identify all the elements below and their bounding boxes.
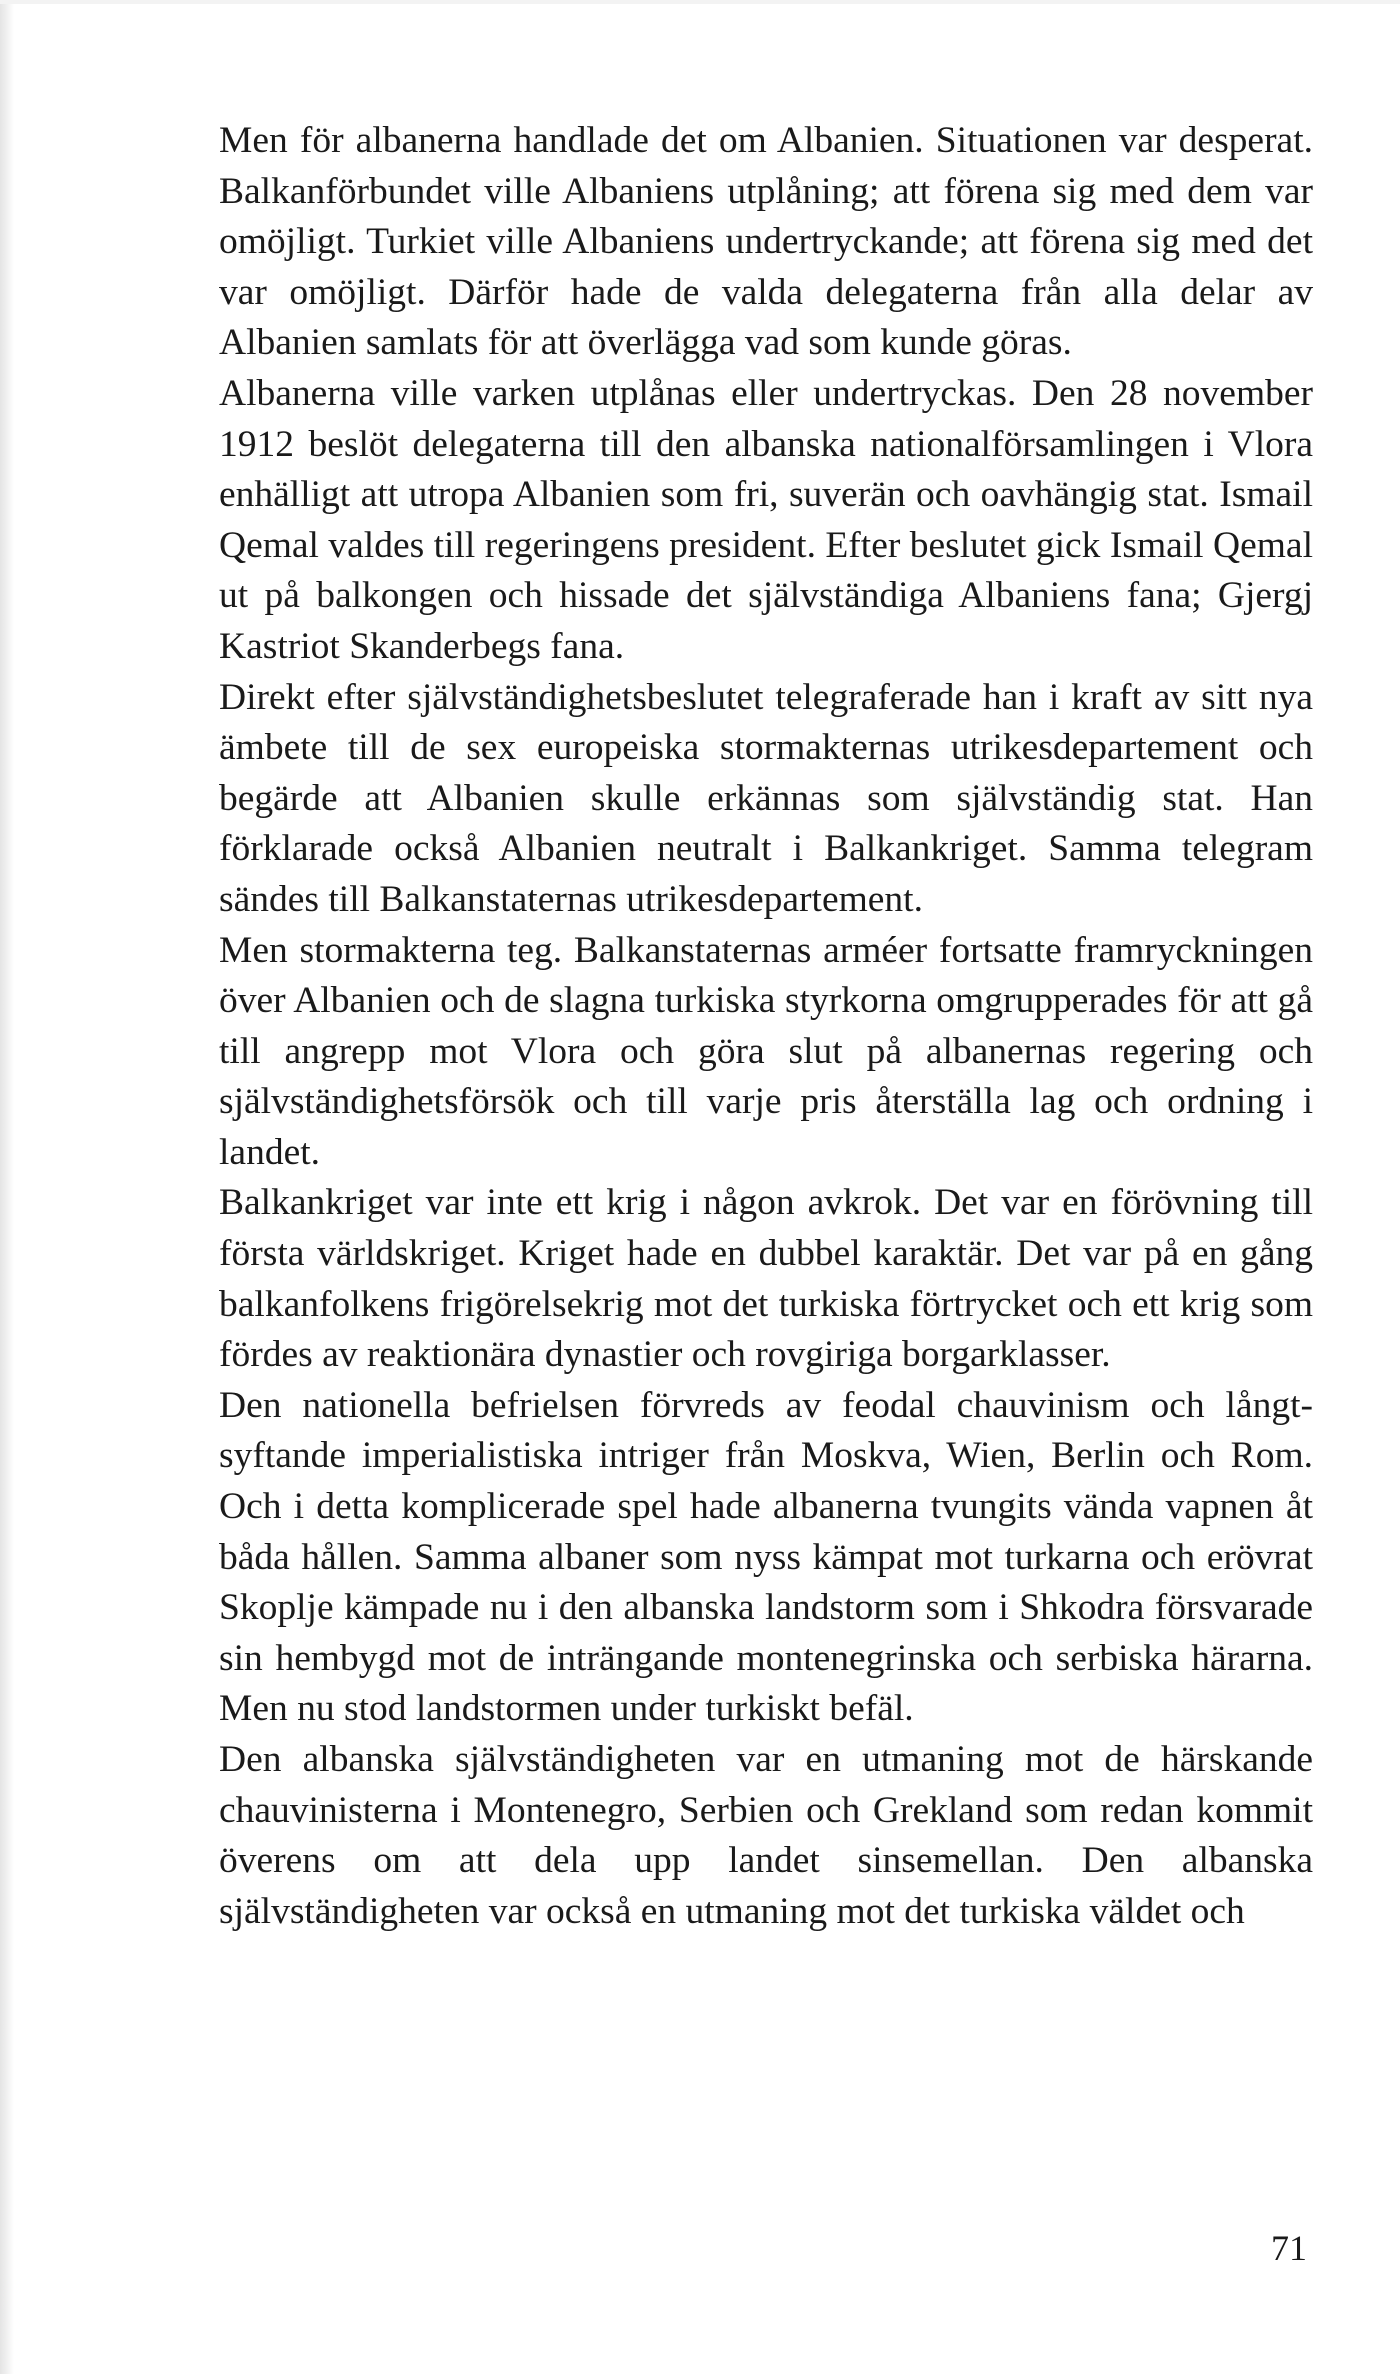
page-edge-shadow [0, 0, 14, 2374]
body-text [219, 116, 1313, 1937]
paragraph: Balkankriget var inte ett krig i någon avkrok. Det var en förövning till första världskriget. Kriget hade en dubbel karaktär. Det var på en gång balkanfolkens frigörelsekrig mot det turkiska förtrycket och ett krig som fördes av reaktionära dynastier och rovgiriga borgarklasser. [219, 1182, 1313, 1376]
page-number: 71 [1271, 2228, 1307, 2268]
paragraph: Den albanska självständigheten var en utmaning mot de härskande chauvinisterna i Montenegro, Serbien och Grekland som redan kommit överens om att dela upp landet sinsemellan. Den albanska självständigheten var också en utmaning mot det turkiska väldet och [219, 1739, 1313, 1932]
paragraph: Direkt efter självständighetsbeslutet telegraferade han i kraft av sitt nya ämbete till de sex europeiska stormakternas utrikesdepartement och begärde att Albanien skulle erkännas som självständig stat. Han förklarade också Albanien neutralt i Balkankriget. Samma telegram sändes till Balkanstaternas utrikesdepartement. [219, 676, 1313, 920]
paragraph: Albanerna ville varken utplånas eller undertryckas. Den 28 november 1912 beslöt delegaterna till den albanska nationalförsamlingen i Vlora enhälligt att utropa Albanien som fri, suverän och oavhängig stat. Ismail Qemal valdes till regeringens president. Efter beslutet gick Ismail Qemal ut på balkongen och hissade det självständiga Albaniens fana; Gjergj Kastriot Skanderbegs fana. [219, 372, 1313, 667]
paragraph: Men för albanerna handlade det om Albanien. Situationen var desperat. Balkanförbundet ville Albaniens utplåning; att förena sig med dem var omöjligt. Turkiet ville Albaniens undertryckande; att förena sig med det var omöjligt. Därför hade de valda delegaterna från alla delar av Albanien samlats för att överlägga vad som kunde göras. [219, 120, 1313, 364]
paragraph: Men stormakterna teg. Balkanstaternas arméer fortsatte framryckningen över Albanien och de slagna turkiska styrkorna omgrupperades för att gå till angrepp mot Vlora och göra slut på albanernas regering och självständighetsförsök och till varje pris återställa lag och ordning i landet. [219, 929, 1313, 1173]
page-top-edge [0, 0, 1400, 4]
paragraph: Den nationella befrielsen förvreds av feodal chauvinism och långtsyftande imperialistiska intriger från Moskva, Wien, Berlin och Rom. Och i detta komplicerade spel hade albanerna tvungits vända vapnen åt båda hållen. Samma albaner som nyss kämpat mot turkarna och erövrat Skoplje kämpade nu i den albanska landstorm som i Shkodra försvarade sin hembygd mot de inträngande montenegrinska och serbiska härarna. Men nu stod landstormen under turkiskt befäl. [219, 1384, 1313, 1730]
